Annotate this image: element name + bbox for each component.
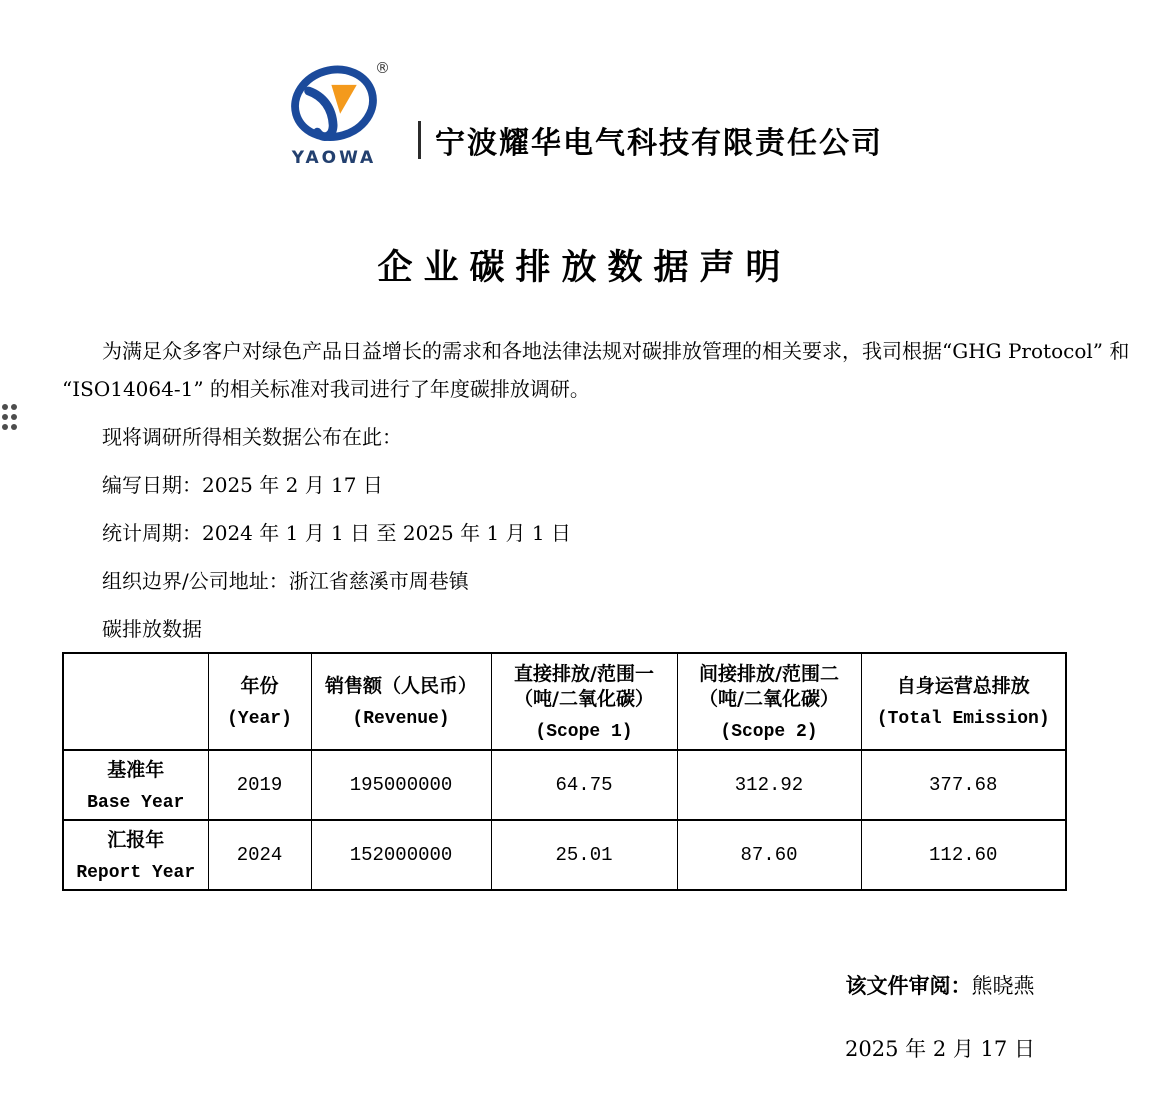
- header-scope1-zh2: （吨/二氧化碳）: [514, 687, 654, 710]
- base-year-scope1: 64.75: [491, 750, 677, 820]
- report-year-label-en: Report Year: [76, 862, 196, 883]
- review-label: 该文件审阅：: [845, 973, 972, 998]
- header-year-zh: 年份: [240, 675, 279, 697]
- table-row-report-year: [63, 820, 1066, 890]
- report-year-label-zh: 汇报年: [107, 828, 165, 851]
- base-year-revenue: 195000000: [311, 750, 491, 820]
- base-year-label: [63, 750, 208, 820]
- review-line: [790, 970, 1090, 1000]
- brand-wordmark: YAOWA: [291, 148, 377, 168]
- company-name-line: [418, 118, 883, 168]
- header-total-en: (Total Emission): [876, 709, 1050, 729]
- header-scope2: [677, 653, 861, 750]
- report-year-scope2: 87.60: [677, 820, 861, 890]
- header-year-en: (Year): [227, 709, 292, 729]
- header-year: [208, 653, 311, 750]
- table-caption: 碳排放数据: [102, 617, 202, 641]
- report-year-year: 2024: [208, 820, 311, 890]
- report-year-label: [63, 820, 208, 890]
- emission-data-table: [62, 652, 1067, 891]
- company-logo: [286, 59, 390, 168]
- report-year-revenue: 152000000: [311, 820, 491, 890]
- base-year-label-en: Base Year: [87, 792, 185, 813]
- document-header: [0, 59, 1169, 168]
- base-year-scope2: 312.92: [677, 750, 861, 820]
- org-boundary-line: 组织边界/公司地址：浙江省慈溪市周巷镇: [102, 569, 469, 593]
- header-revenue-en: (Revenue): [352, 709, 450, 729]
- base-year-label-zh: 基准年: [107, 758, 165, 781]
- base-year-total: 377.68: [861, 750, 1066, 820]
- sign-date: 2025 年 2 月 17 日: [845, 1037, 1035, 1061]
- report-year-scope1: 25.01: [491, 820, 677, 890]
- intro-paragraph-line1: 为满足众多客户对绿色产品日益增长的需求和各地法律法规对碳排放管理的相关要求，我司根据“GHG Protocol” 和: [102, 339, 1130, 363]
- header-revenue-zh: 销售额（人民币）: [324, 675, 477, 697]
- header-scope2-zh1: 间接排放/范围二: [699, 662, 839, 685]
- announce-line: 现将调研所得相关数据公布在此：: [102, 425, 402, 449]
- header-total: [861, 653, 1066, 750]
- header-scope2-en: (Scope 2): [720, 721, 818, 742]
- header-scope2-zh2: （吨/二氧化碳）: [699, 687, 839, 710]
- report-year-total: 112.60: [861, 820, 1066, 890]
- reviewer-name: 熊晓燕: [971, 974, 1035, 998]
- base-year-year: 2019: [208, 750, 311, 820]
- write-date-line: 编写日期：2025 年 2 月 17 日: [102, 473, 383, 497]
- header-scope1: [491, 653, 677, 750]
- yaowa-logo-icon: [289, 63, 379, 147]
- header-empty-cell: [63, 653, 208, 750]
- document-title: 企业碳排放数据声明: [377, 247, 792, 288]
- document-footer: [790, 970, 1090, 1063]
- header-scope1-en: (Scope 1): [535, 721, 633, 742]
- table-row-base-year: [63, 750, 1066, 820]
- header-revenue: [311, 653, 491, 750]
- separator-bar: [418, 121, 421, 159]
- intro-paragraph-line2: “ISO14064-1” 的相关标准对我司进行了年度碳排放调研。: [62, 377, 590, 401]
- document-body: [0, 339, 1169, 891]
- stat-period-line: 统计周期：2024 年 1 月 1 日 至 2025 年 1 月 1 日: [102, 521, 571, 545]
- registered-trademark-icon: ®: [375, 59, 390, 77]
- header-scope1-zh1: 直接排放/范围一: [514, 662, 654, 685]
- table-header-row: [63, 653, 1066, 750]
- drag-handle-icon[interactable]: [2, 404, 17, 430]
- company-name: 宁波耀华电气科技有限责任公司: [435, 126, 883, 161]
- header-total-zh: 自身运营总排放: [896, 675, 1030, 697]
